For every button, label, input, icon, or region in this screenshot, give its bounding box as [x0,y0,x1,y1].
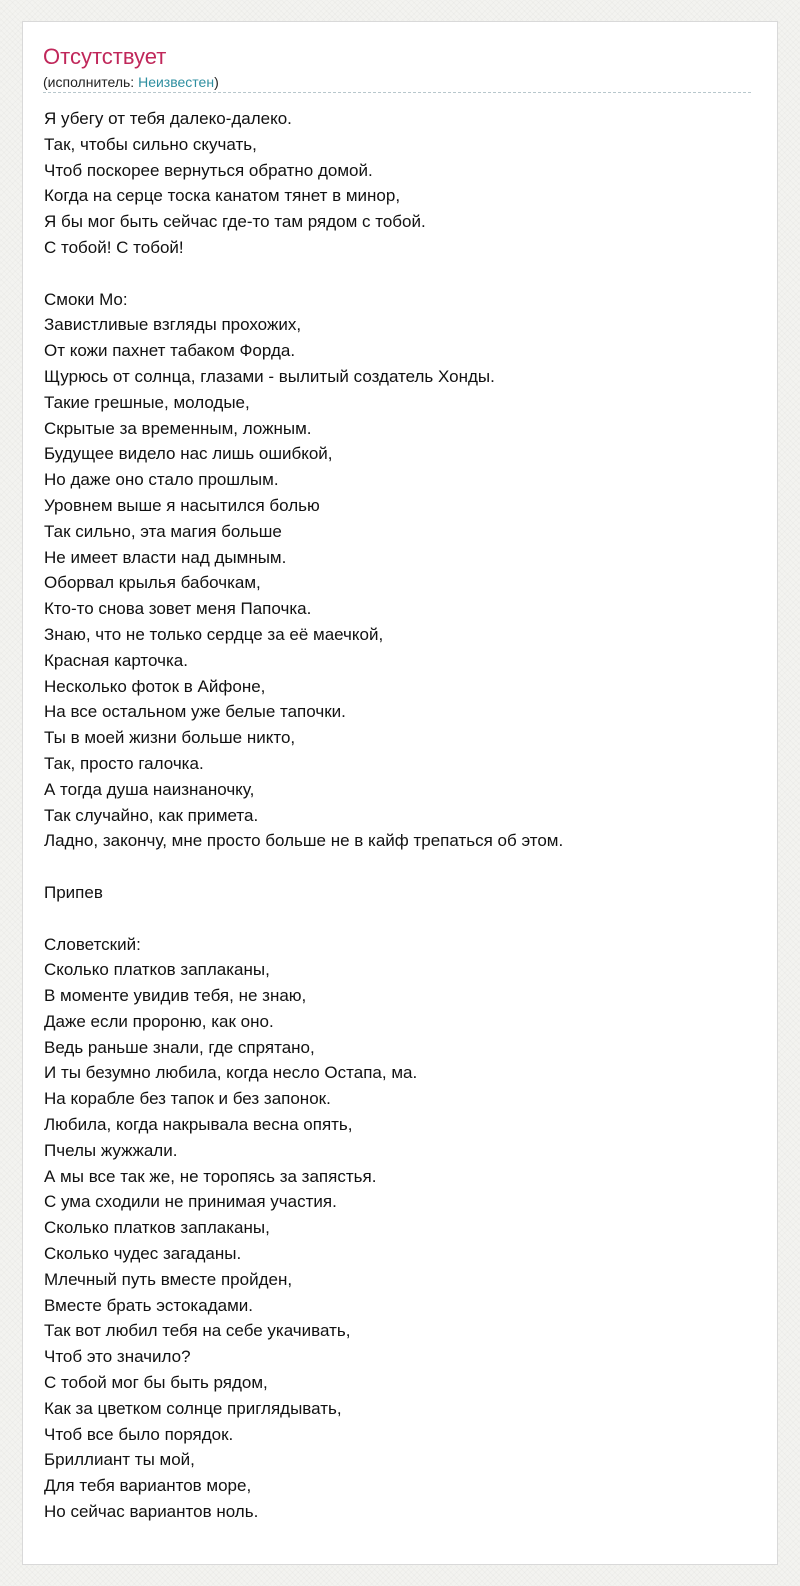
lyric-line: Ты в моей жизни больше никто, [44,728,296,748]
lyric-line: Чтоб это значило? [44,1347,191,1367]
artist-prefix: (исполнитель: [43,74,139,90]
lyric-line: Щурюсь от солнца, глазами - вылитый создатель Хонды. [44,366,495,386]
lyric-line: А мы все так же, не торопясь за запястья. [44,1166,377,1186]
lyric-line: Так, чтобы сильно скучать, [44,134,257,154]
lyric-line: Я бы мог быть сейчас где-то там рядом с тобой. [44,212,426,232]
lyric-line: Сколько платков заплаканы, [44,1218,270,1238]
lyric-line: Не имеет власти над дымным. [44,547,287,567]
lyric-line: Сколько чудес загаданы. [44,1244,242,1264]
lyric-blank-line [44,261,756,287]
lyrics-card [22,21,778,1565]
lyric-line: На корабле без тапок и без запонок. [44,1089,331,1109]
lyric-line: На все остальном уже белые тапочки. [44,702,346,722]
lyric-line: Чтоб поскорее вернуться обратно домой. [44,160,373,180]
lyric-blank-line [44,906,756,932]
lyric-line: С тобой! С тобой! [44,237,184,257]
lyric-line: Так сильно, эта магия больше [44,521,282,541]
lyric-line: Несколько фоток в Айфоне, [44,676,266,696]
lyric-line: Уровнем выше я насытился болью [44,495,320,515]
lyric-line: Млечный путь вместе пройден, [44,1269,293,1289]
song-title: Отсутствует [43,44,167,69]
lyric-line: Смоки Мо: [44,289,128,309]
lyric-line: Я убегу от тебя далеко-далеко. [44,109,292,128]
lyric-line: Так вот любил тебя на себе укачивать, [44,1321,351,1341]
lyric-line: Так, просто галочка. [44,753,204,773]
lyric-line: Для тебя вариантов море, [44,1476,252,1496]
lyric-line: Оборвал крылья бабочкам, [44,573,261,593]
lyric-line: С ума сходили не принимая участия. [44,1192,337,1212]
lyrics-text [44,106,756,1525]
lyric-line: И ты безумно любила, когда несло Остапа, ма. [44,1063,418,1083]
lyric-line: Даже если пророню, как оно. [44,1011,274,1031]
lyric-line: В моменте увидив тебя, не знаю, [44,986,307,1006]
lyric-line: Любила, когда накрывала весна опять, [44,1115,353,1135]
lyric-line: Как за цветком солнце приглядывать, [44,1398,342,1418]
lyric-line: Бриллиант ты мой, [44,1450,195,1470]
lyric-line: Такие грешные, молодые, [44,392,250,412]
lyric-line: А тогда душа наизнаночку, [44,779,255,799]
lyric-line: Припев [44,882,103,902]
artist-line [43,73,219,91]
lyric-line: Но даже оно стало прошлым. [44,470,279,490]
lyric-line: Скрытые за временным, ложным. [44,418,312,438]
lyric-line: Вместе брать эстокадами. [44,1295,253,1315]
lyric-line: Ведь раньше знали, где спрятано, [44,1037,315,1057]
lyric-blank-line [44,854,756,880]
lyric-line: Словетский: [44,934,141,954]
lyric-line: Знаю, что не только сердце за её маечкой, [44,624,384,644]
lyric-line: Кто-то снова зовет меня Папочка. [44,599,312,619]
title-divider [43,92,751,93]
lyric-line: С тобой мог бы быть рядом, [44,1373,268,1393]
lyric-line: От кожи пахнет табаком Форда. [44,341,296,361]
artist-link[interactable]: Неизвестен [138,74,215,90]
lyric-line: Завистливые взгляды прохожих, [44,315,302,335]
lyric-line: Сколько платков заплаканы, [44,960,270,980]
lyric-line: Когда на серце тоска канатом тянет в минор, [44,186,401,206]
lyric-line: Будущее видело нас лишь ошибкой, [44,444,333,464]
artist-suffix: ) [214,74,219,90]
lyric-line: Чтоб все было порядок. [44,1424,234,1444]
lyric-line: Пчелы жужжали. [44,1140,178,1160]
lyric-line: Красная карточка. [44,650,188,670]
lyric-line: Так случайно, как примета. [44,805,259,825]
lyric-line: Но сейчас вариантов ноль. [44,1502,259,1522]
lyric-line: Ладно, закончу, мне просто больше не в кайф трепаться об этом. [44,831,564,851]
